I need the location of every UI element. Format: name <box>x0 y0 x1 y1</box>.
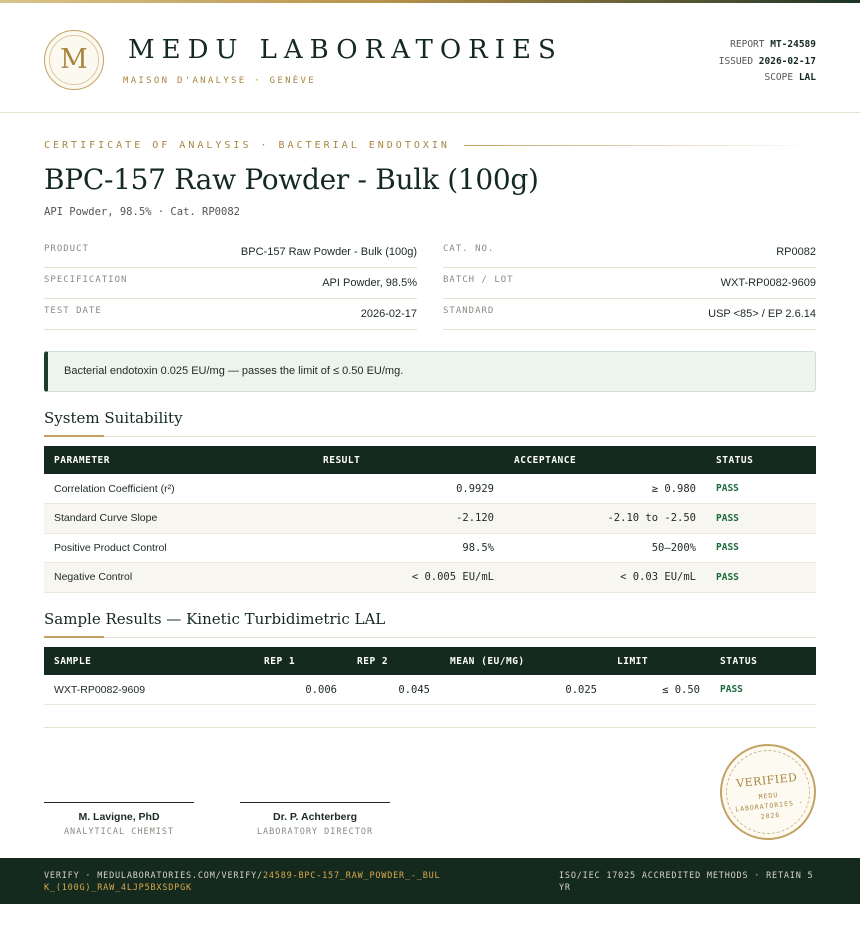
column-header: SAMPLE <box>44 647 254 675</box>
section-accent <box>44 636 104 638</box>
verify-text <box>44 870 444 894</box>
info-label: BATCH / LOT <box>443 275 514 285</box>
table-row <box>44 504 816 534</box>
limit-cell: ≤ 0.50 <box>607 675 710 705</box>
signer-role: ANALYTICAL CHEMIST <box>63 827 175 837</box>
status-badge: PASS <box>706 563 816 593</box>
rep1-cell: 0.006 <box>254 675 347 705</box>
rep2-cell: 0.045 <box>347 675 440 705</box>
seal-main-text: VERIFIED <box>735 770 799 791</box>
signer-name: Dr. P. Achterberg <box>272 811 358 823</box>
column-header: STATUS <box>710 647 816 675</box>
brand-name: MEDU LABORATORIES <box>128 35 563 65</box>
column-header: LIMIT <box>607 647 710 675</box>
info-row-test-date <box>44 299 417 330</box>
eyebrow-text: CERTIFICATE OF ANALYSIS · BACTERIAL ENDOTOXIN <box>44 139 450 151</box>
product-title: BPC-157 Raw Powder - Bulk (100g) <box>44 163 539 196</box>
info-value: RP0082 <box>776 246 816 258</box>
product-subtitle: API Powder, 98.5% · Cat. RP0082 <box>44 206 240 218</box>
table-header-row <box>44 446 816 474</box>
status-badge: PASS <box>706 474 816 504</box>
suitability-table <box>44 446 816 593</box>
acceptance-cell: ≥ 0.980 <box>504 474 706 504</box>
issued-date: 2026-02-17 <box>758 55 816 67</box>
signature-block-chemist <box>44 802 194 837</box>
info-label: STANDARD <box>443 306 495 316</box>
info-value: USP <85> / EP 2.6.14 <box>708 308 816 320</box>
column-header: REP 1 <box>254 647 347 675</box>
status-badge: PASS <box>706 533 816 563</box>
report-label: REPORT <box>730 39 765 50</box>
info-label: TEST DATE <box>44 306 102 316</box>
column-header: ACCEPTANCE <box>504 446 706 474</box>
logo-letter: M <box>60 44 88 75</box>
parameter-cell: Negative Control <box>44 563 313 593</box>
signer-role: LABORATORY DIRECTOR <box>256 827 374 837</box>
seal-sub-text: MEDU LABORATORIES · 2026 <box>734 790 805 821</box>
section-accent <box>44 435 104 437</box>
accreditation-note: ISO/IEC 17025 ACCREDITED METHODS · RETAIN 5 YR <box>559 871 814 893</box>
suitability-title: System Suitability <box>44 409 183 427</box>
info-grid-left <box>44 237 417 330</box>
column-header: REP 2 <box>347 647 440 675</box>
column-header: STATUS <box>706 446 816 474</box>
brand-tagline: MAISON D'ANALYSE · GENÈVE <box>123 76 316 86</box>
scope-value: LAL <box>798 72 816 83</box>
info-label: PRODUCT <box>44 244 89 254</box>
verify-prefix: VERIFY · MEDULABORATORIES.COM/VERIFY/ <box>44 871 263 881</box>
parameter-cell: Positive Product Control <box>44 533 313 563</box>
result-cell: 98.5% <box>313 533 504 563</box>
table-row <box>44 563 816 593</box>
info-grid-right <box>443 237 816 330</box>
scope-label: SCOPE <box>764 72 794 83</box>
brand-logo <box>44 30 104 90</box>
info-row-cat-no <box>443 237 816 268</box>
parameter-cell: Correlation Coefficient (r²) <box>44 474 313 504</box>
table-row <box>44 533 816 563</box>
table-row <box>44 474 816 504</box>
verify-link[interactable]: 24589-BPC-157_RAW_POWDER_-_BULK_(100G)_RAW_4LJP5BXSDPGK <box>44 871 441 893</box>
info-value: WXT-RP0082-9609 <box>720 277 816 289</box>
signature-block-director <box>240 802 390 837</box>
signature-divider <box>44 727 816 728</box>
mean-cell: 0.025 <box>440 675 607 705</box>
scope-line <box>719 70 816 87</box>
table-header-row <box>44 647 816 675</box>
column-header: RESULT <box>313 446 504 474</box>
section-rule <box>44 436 816 437</box>
status-badge: PASS <box>710 675 816 705</box>
info-value: 2026-02-17 <box>360 308 417 320</box>
info-label: CAT. NO. <box>443 244 495 254</box>
certificate-eyebrow <box>44 138 816 152</box>
footer-bar <box>0 858 860 904</box>
report-number-line <box>719 37 816 54</box>
verified-seal <box>715 739 821 845</box>
parameter-cell: Standard Curve Slope <box>44 504 313 534</box>
result-cell: -2.120 <box>313 504 504 534</box>
samples-title: Sample Results — Kinetic Turbidimetric LAL <box>44 610 386 628</box>
report-number: MT-24589 <box>770 39 816 50</box>
info-row-product <box>44 237 417 268</box>
section-rule <box>44 637 816 638</box>
sample-cell: WXT-RP0082-9609 <box>44 675 254 705</box>
column-header: PARAMETER <box>44 446 313 474</box>
result-cell: < 0.005 EU/mL <box>313 563 504 593</box>
info-value: API Powder, 98.5% <box>322 277 417 289</box>
table-row <box>44 675 816 705</box>
result-callout: Bacterial endotoxin 0.025 EU/mg — passes the limit of ≤ 0.50 EU/mg. <box>44 351 816 392</box>
acceptance-cell: 50–200% <box>504 533 706 563</box>
info-label: SPECIFICATION <box>44 275 128 285</box>
acceptance-cell: < 0.03 EU/mL <box>504 563 706 593</box>
info-row-standard <box>443 299 816 330</box>
eyebrow-divider <box>464 145 816 146</box>
signer-name: M. Lavigne, PhD <box>78 811 160 823</box>
info-row-batch <box>443 268 816 299</box>
result-cell: 0.9929 <box>313 474 504 504</box>
column-header: MEAN (EU/MG) <box>440 647 607 675</box>
status-badge: PASS <box>706 504 816 534</box>
report-header <box>0 3 860 113</box>
info-row-specification <box>44 268 417 299</box>
issued-line <box>719 54 816 71</box>
issued-label: ISSUED <box>718 55 754 67</box>
report-meta <box>719 37 816 87</box>
info-value: BPC-157 Raw Powder - Bulk (100g) <box>240 246 417 258</box>
acceptance-cell: -2.10 to -2.50 <box>504 504 706 534</box>
samples-table <box>44 647 816 705</box>
